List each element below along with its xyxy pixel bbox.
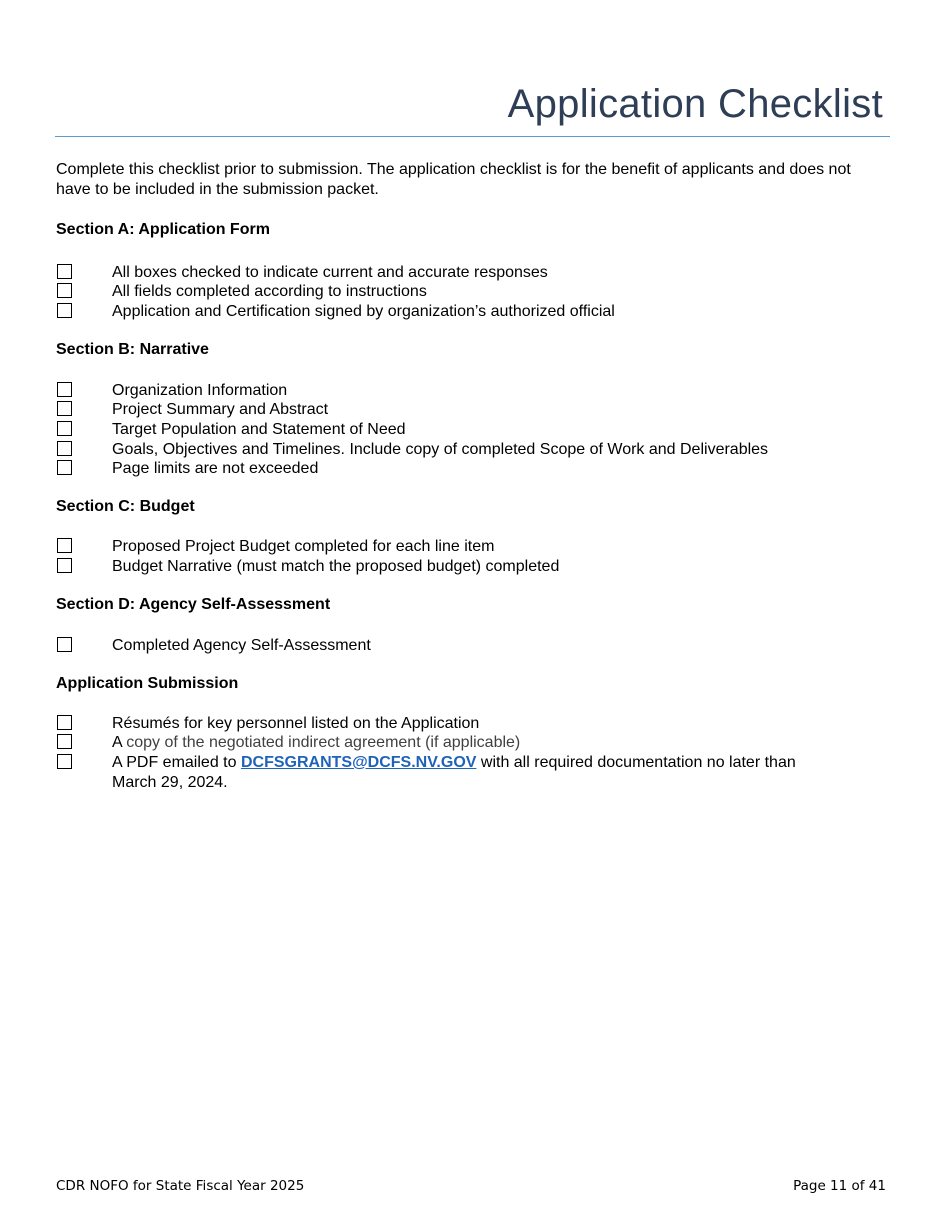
checklist-item-label: Target Population and Statement of Need [112, 421, 406, 438]
item-prefix: A PDF emailed to [112, 754, 241, 771]
item-text: copy of the negotiated indirect agreement (if applicable) [126, 734, 521, 751]
checklist-item [56, 302, 886, 322]
footer-page-number: Page 11 of 41 [793, 1178, 886, 1194]
checkbox[interactable] [57, 264, 72, 279]
checklist-item-label: Proposed Project Budget completed for each line item [112, 538, 495, 555]
checkbox[interactable] [57, 734, 72, 749]
checklist-item [56, 733, 886, 753]
footer-document-title: CDR NOFO for State Fiscal Year 2025 [56, 1178, 305, 1194]
section-a-heading: Section A: Application Form [56, 221, 270, 238]
checkbox[interactable] [57, 538, 72, 553]
checklist-item-label: Completed Agency Self-Assessment [112, 637, 371, 654]
checklist-item-label: All boxes checked to indicate current and accurate responses [112, 264, 548, 281]
section-d-heading: Section D: Agency Self-Assessment [56, 596, 331, 613]
checklist-item-label [112, 753, 832, 793]
checklist-item-label: Goals, Objectives and Timelines. Include copy of completed Scope of Work and Deliverables [112, 441, 769, 458]
checklist-item-label [112, 733, 832, 753]
checklist-item-label: Résumés for key personnel listed on the Application [112, 715, 480, 732]
checkbox[interactable] [57, 715, 72, 730]
checklist-item-label: Budget Narrative (must match the proposed budget) completed [112, 558, 560, 575]
checklist-item [56, 263, 886, 283]
email-link[interactable]: DCFSGRANTS@DCFS.NV.GOV [240, 754, 477, 771]
checklist-item [56, 753, 886, 795]
checkbox[interactable] [57, 401, 72, 416]
title-divider [55, 136, 890, 137]
checklist-item-label: Project Summary and Abstract [112, 401, 329, 418]
checklist-item [56, 440, 886, 460]
checklist-item [56, 459, 886, 479]
checkbox[interactable] [57, 303, 72, 318]
checkbox[interactable] [57, 754, 72, 769]
checklist-item [56, 420, 886, 440]
checkbox[interactable] [57, 283, 72, 298]
checklist-item [56, 381, 886, 401]
checklist-item-label: Page limits are not exceeded [112, 460, 319, 477]
submission-heading: Application Submission [56, 675, 239, 692]
checkbox[interactable] [57, 558, 72, 573]
checklist-item [56, 636, 886, 656]
checklist-item [56, 714, 886, 734]
checkbox[interactable] [57, 421, 72, 436]
checkbox[interactable] [57, 637, 72, 652]
checklist-item [56, 537, 886, 557]
checklist-item-label: Organization Information [112, 382, 288, 399]
item-suffix: with all required documentation no later than March 29, 2024. [112, 754, 796, 791]
checklist-item [56, 400, 886, 420]
checkbox[interactable] [57, 460, 72, 475]
checklist-item [56, 282, 886, 302]
checkbox[interactable] [57, 382, 72, 397]
item-prefix: A [112, 734, 127, 751]
section-c-heading: Section C: Budget [56, 498, 195, 515]
intro-text: Complete this checklist prior to submission. The application checklist is for the benefit of applicants and does not have to be included in the submission packet. [56, 161, 851, 198]
checklist-item-label: All fields completed according to instructions [112, 283, 427, 300]
checklist-item-label: Application and Certification signed by organization’s authorized official [112, 303, 615, 320]
page-title: Application Checklist [507, 82, 883, 126]
checkbox[interactable] [57, 441, 72, 456]
section-b-heading: Section B: Narrative [56, 341, 209, 358]
checklist-item [56, 557, 886, 577]
